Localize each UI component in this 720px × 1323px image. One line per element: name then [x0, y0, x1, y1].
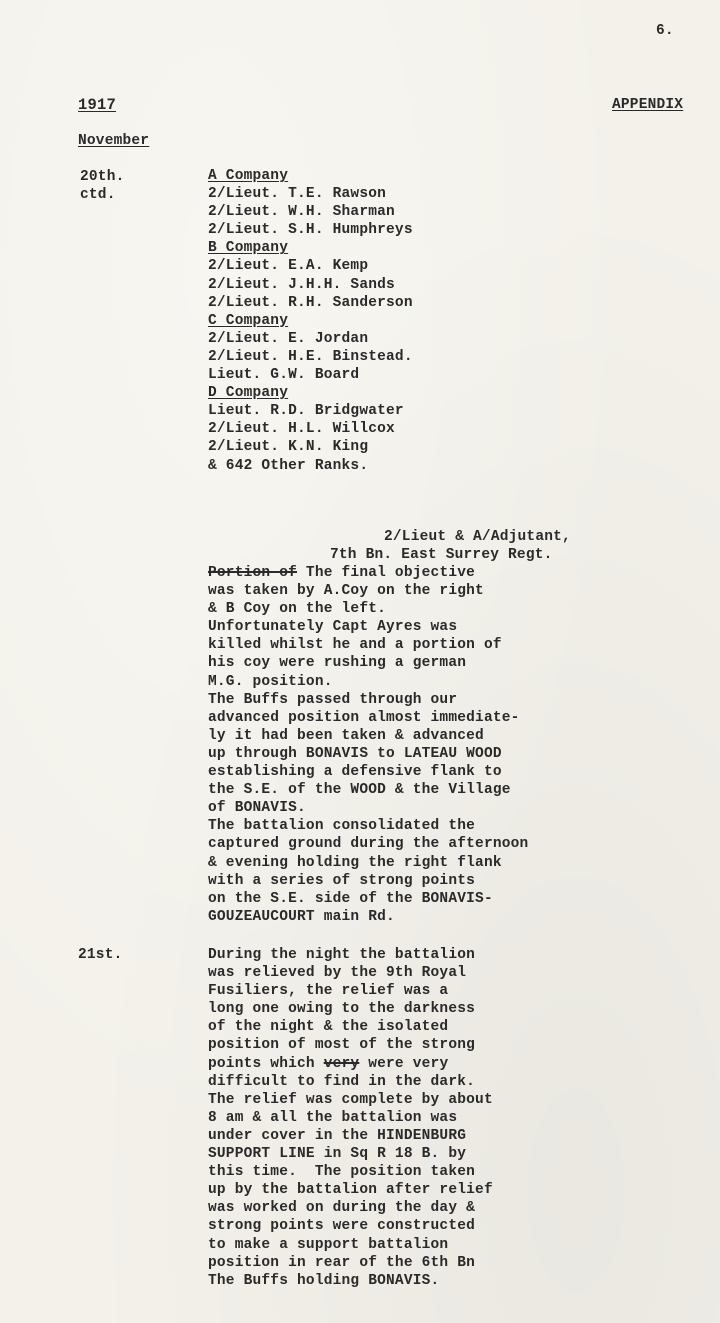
narrative-line: During the night the battalion — [208, 947, 476, 963]
narrative-line: advanced position almost immediate- — [208, 709, 520, 726]
officer-line: 2/Lieut. H.E. Binstead. — [208, 348, 413, 365]
narrative-line: this time. The position taken — [208, 1164, 476, 1181]
narrative-line: position in rear of the 6th Bn — [208, 1254, 476, 1271]
officer-line: Lieut. R.D. Bridgwater — [208, 403, 404, 420]
narrative-line: up through BONAVIS to LATEAU WOOD — [208, 745, 502, 762]
company-officer-list — [208, 167, 413, 475]
officer-line: 2/Lieut. J.H.H. Sands — [208, 276, 395, 293]
page-number: 6. — [656, 23, 674, 39]
narrative-line: the S.E. of the WOOD & the Village — [208, 782, 511, 799]
narrative-line: Fusiliers, the relief was a — [208, 983, 449, 1000]
narrative-line: captured ground during the afternoon — [208, 836, 529, 853]
narrative-line: position of most of the strong — [208, 1037, 476, 1054]
officer-line: 2/Lieut. W.H. Sharman — [208, 204, 395, 221]
signature-rank: 2/Lieut & A/Adjutant, — [384, 529, 571, 545]
narrative-first-line: The final objective — [297, 565, 476, 581]
narrative-line: long one owing to the darkness — [208, 1001, 476, 1018]
date-20th: 20th. — [80, 169, 125, 185]
narrative-line: The Buffs holding BONAVIS. — [208, 1272, 440, 1289]
narrative-line: to make a support battalion — [208, 1236, 449, 1253]
officer-line: 2/Lieut. T.E. Rawson — [208, 186, 387, 203]
narrative-fragment: were very — [359, 1055, 449, 1072]
narrative-line: his coy were rushing a german — [208, 655, 467, 672]
company-heading-a: A Company — [208, 168, 289, 184]
struck-word: very — [323, 1055, 360, 1072]
narrative-line: of the night & the isolated — [208, 1019, 449, 1036]
narrative-line: of BONAVIS. — [208, 800, 306, 817]
narrative-20th — [208, 564, 528, 926]
appendix-heading: APPENDIX — [612, 97, 684, 113]
narrative-line: up by the battalion after relief — [208, 1182, 493, 1199]
narrative-line: difficult to find in the dark. — [208, 1073, 476, 1090]
narrative-line: The battalion consolidated the — [208, 818, 476, 835]
company-heading-d: D Company — [208, 385, 289, 402]
other-ranks-line: & 642 Other Ranks. — [208, 457, 369, 474]
narrative-line: M.G. position. — [208, 673, 333, 690]
narrative-line: was relieved by the 9th Royal — [208, 965, 467, 982]
narrative-line: The relief was complete by about — [208, 1091, 493, 1108]
narrative-line: strong points were constructed — [208, 1218, 476, 1235]
officer-line: Lieut. G.W. Board — [208, 367, 360, 384]
narrative-line: with a series of strong points — [208, 872, 476, 889]
narrative-line: ly it had been taken & advanced — [208, 727, 484, 744]
narrative-line: & evening holding the right flank — [208, 854, 502, 871]
officer-line: 2/Lieut. K.N. King — [208, 439, 369, 456]
narrative-line: 8 am & all the battalion was — [208, 1109, 458, 1126]
date-ctd: ctd. — [80, 187, 116, 203]
narrative-line: was worked on during the day & — [208, 1200, 476, 1217]
year-heading: 1917 — [78, 96, 117, 114]
company-heading-c: C Company — [208, 312, 289, 329]
narrative-line: Unfortunately Capt Ayres was — [208, 619, 458, 636]
narrative-line: & B Coy on the left. — [208, 601, 387, 618]
narrative-line: was taken by A.Coy on the right — [208, 583, 484, 600]
officer-line: 2/Lieut. E.A. Kemp — [208, 258, 369, 275]
company-heading-b: B Company — [208, 240, 289, 257]
narrative-fragment: points which — [208, 1055, 324, 1072]
narrative-line: under cover in the HINDENBURG — [208, 1127, 467, 1144]
officer-line: 2/Lieut. H.L. Willcox — [208, 421, 395, 438]
narrative-line: establishing a defensive flank to — [208, 764, 502, 781]
month-heading: November — [78, 133, 150, 149]
officer-line: 2/Lieut. E. Jordan — [208, 330, 369, 347]
narrative-line: killed whilst he and a portion of — [208, 637, 502, 654]
signature-unit: 7th Bn. East Surrey Regt. — [330, 547, 553, 563]
narrative-21st — [208, 946, 493, 1290]
narrative-line: on the S.E. side of the BONAVIS- — [208, 890, 493, 907]
struck-text: Portion of — [208, 565, 298, 581]
narrative-line: SUPPORT LINE in Sq R 18 B. by — [208, 1146, 467, 1163]
officer-line: 2/Lieut. S.H. Humphreys — [208, 222, 413, 239]
date-21st: 21st. — [78, 947, 123, 963]
narrative-line: The Buffs passed through our — [208, 691, 458, 708]
narrative-line: GOUZEAUCOURT main Rd. — [208, 908, 395, 925]
officer-line: 2/Lieut. R.H. Sanderson — [208, 294, 413, 311]
